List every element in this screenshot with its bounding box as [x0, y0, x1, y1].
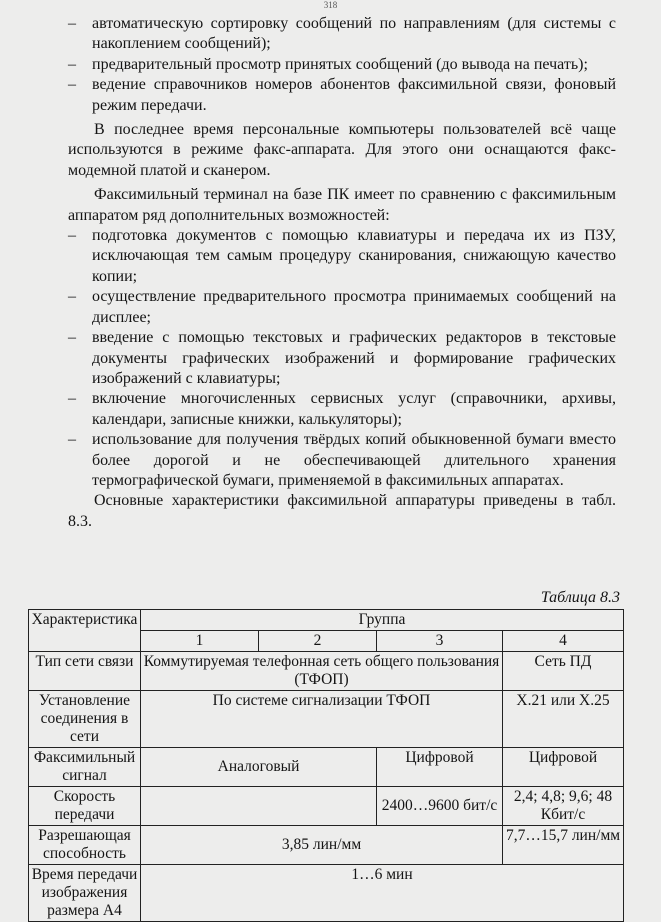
list-item-text: осуществление предварительного просмотра принимаемых сообщений на дисплее;	[92, 288, 616, 326]
list-item-text: включение многочисленных сервисных услуг (справочники, архивы, календари, записные книжки, калькуляторы);	[92, 390, 616, 428]
paragraph: Основные характеристики факсимильной аппаратуры приведены в табл. 8.3.	[68, 492, 616, 530]
table-cell	[141, 787, 377, 826]
paragraph: Факсимильный терминал на базе ПК имеет по сравнению с факсимильным аппаратом ряд дополнительных возможностей:	[68, 186, 616, 224]
list-item	[68, 430, 616, 491]
table-cell: 2	[259, 631, 377, 652]
bullet-dash: –	[68, 288, 76, 306]
table-cell: 4	[503, 631, 624, 652]
bullet-dash: –	[68, 390, 76, 408]
list-item-text: подготовка документов с помощью клавиатуры и передача их из ПЗУ, исключающая тем самым процедуру сканирования, снижающую качество копии;	[92, 227, 616, 285]
table-cell: 3	[377, 631, 503, 652]
list-item	[68, 14, 616, 55]
table-row	[29, 826, 624, 865]
table-cell: 1	[141, 631, 259, 652]
table-cell: Скорость передачи	[29, 787, 141, 826]
table-cell: Цифровой	[377, 748, 503, 787]
table-row	[29, 652, 624, 691]
bullet-dash: –	[68, 76, 76, 94]
table-row	[29, 787, 624, 826]
table-cell: Тип сети связи	[29, 652, 141, 691]
table-cell: Коммутируемая телефонная сеть общего пользования (ТФОП)	[141, 652, 503, 691]
list-item	[68, 226, 616, 287]
table-cell: Разрешающая способность	[29, 826, 141, 865]
table-caption: Таблица 8.3	[540, 589, 620, 606]
table-cell: Характеристика	[29, 610, 141, 652]
table-cell: Цифровой	[503, 748, 624, 787]
page-body	[68, 14, 616, 532]
list-item	[68, 389, 616, 430]
list-item	[68, 55, 616, 75]
list-item-text: ведение справочников номеров абонентов факсимильной связи, фоновый режим передачи.	[92, 76, 616, 114]
table-row	[29, 610, 624, 631]
table-cell: 2400…9600 бит/с	[377, 787, 503, 826]
table-cell: 1…6 мин	[141, 865, 624, 922]
list-item-text: автоматическую сортировку сообщений по направлениям (для системы с накоплением сообщений);	[92, 15, 616, 53]
table-row	[29, 691, 624, 748]
table-cell: Время передачи изображения размера А4	[29, 865, 141, 922]
table-cell: 2,4; 4,8; 9,6; 48 Кбит/с	[503, 787, 624, 826]
bullet-dash: –	[68, 227, 76, 245]
table-cell: 3,85 лин/мм	[141, 826, 503, 865]
table-cell: Факсимильный сигнал	[29, 748, 141, 787]
table-cell: Сеть ПД	[503, 652, 624, 691]
bullet-dash: –	[68, 15, 76, 32]
list-item	[68, 75, 616, 116]
spec-table	[28, 609, 624, 922]
list-item-text: введение с помощью текстовых и графических редакторов в текстовые документы графических изображений и формирование графических изображений с клавиатуры;	[92, 329, 616, 387]
list-item	[68, 287, 616, 328]
bullet-dash: –	[68, 431, 76, 449]
table-row	[29, 865, 624, 922]
list-item	[68, 328, 616, 389]
table-cell: Группа	[141, 610, 624, 631]
paragraph: В последнее время персональные компьютеры пользователей всё чаще используются в режиме факс-аппарата. Для этого они оснащаются факс-модемной платой и сканером.	[68, 121, 616, 179]
list-item-text: использование для получения твёрдых копий обыкновенной бумаги вместо более дорогой и не обеспечивающей длительного хранения термографической бумаги, применяемой в факсимильных аппаратах.	[92, 431, 616, 489]
bullet-dash: –	[68, 329, 76, 347]
table-cell: Установление соединения в сети	[29, 691, 141, 748]
bullet-dash: –	[68, 55, 76, 73]
table-cell: Аналоговый	[141, 748, 377, 787]
table-row	[29, 748, 624, 787]
list-item-text: предварительный просмотр принятых сообщений (до вывода на печать);	[92, 55, 588, 73]
table-cell: X.21 или X.25	[503, 691, 624, 748]
page-number: 318	[323, 0, 338, 10]
table-cell: По системе сигнализации ТФОП	[141, 691, 503, 748]
table-cell: 7,7…15,7 лин/мм	[503, 826, 624, 865]
